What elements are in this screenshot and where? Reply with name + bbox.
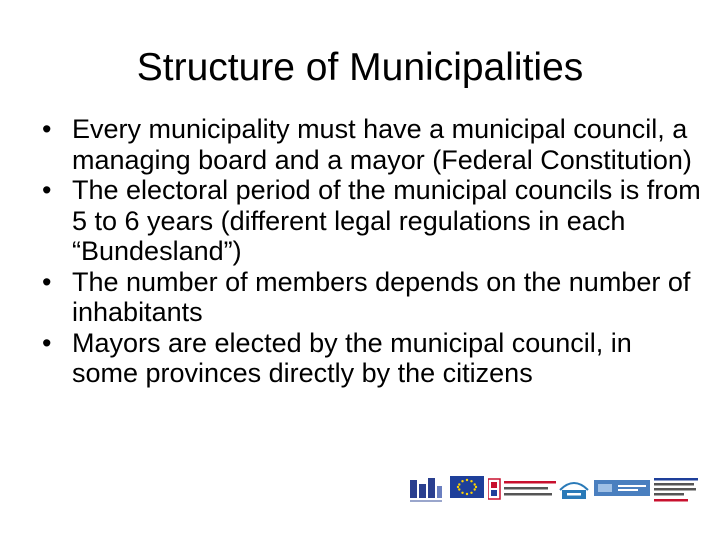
bullet-text: The number of members depends on the number of inhabitants <box>72 266 691 327</box>
operational-programme-logo-icon <box>488 476 560 504</box>
bullet-marker: • <box>42 175 52 205</box>
bullet-marker: • <box>42 114 52 144</box>
bullet-list <box>42 114 702 389</box>
bullet-item <box>42 175 702 267</box>
bullet-item <box>42 114 702 175</box>
smo-logo-icon <box>558 476 590 504</box>
bullet-item <box>42 267 702 328</box>
bullet-marker: • <box>42 266 52 297</box>
support-project-logo-icon <box>654 476 698 506</box>
bullet-text: Mayors are elected by the municipal council, in some provinces directly by the citizens <box>72 327 632 388</box>
funding-logo-strip <box>408 476 698 506</box>
bullet-text: The electoral period of the municipal councils is from 5 to 6 years (different legal regulations in each “Bundesland”) <box>72 175 701 266</box>
esf-logo-icon <box>408 476 444 504</box>
slide-title: Structure of Municipalities <box>136 46 584 89</box>
eu-flag-icon <box>450 476 484 500</box>
ministry-logo-icon <box>594 476 650 502</box>
bullet-text: Every municipality must have a municipal council, a managing board and a mayor (Federal Constitution) <box>72 114 692 175</box>
bullet-item <box>42 328 702 389</box>
bullet-marker: • <box>42 327 52 358</box>
